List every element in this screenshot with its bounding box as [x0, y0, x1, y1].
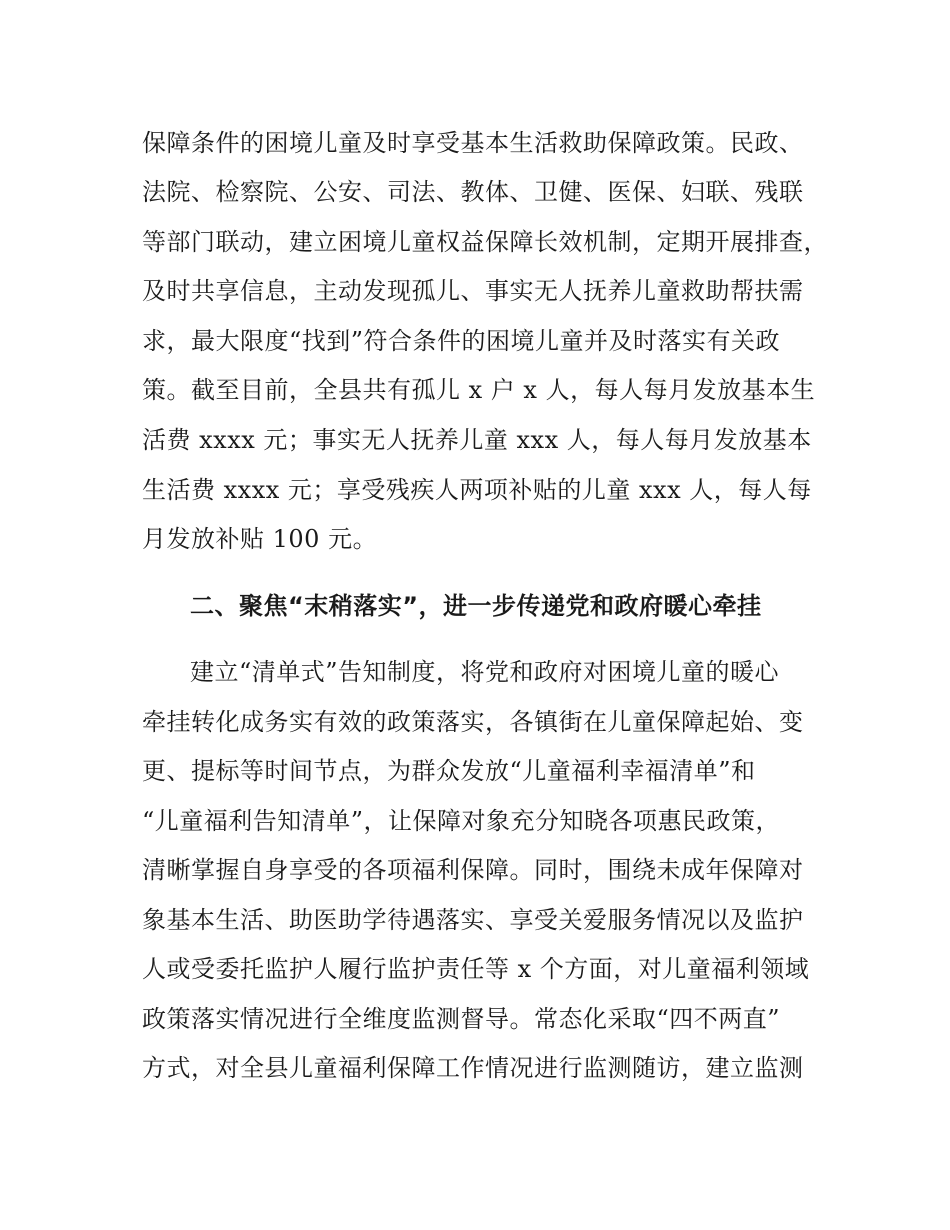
- paragraph-1-line-6: 策。截至目前，全县共有孤儿 x 户 x 人，每人每月发放基本生: [142, 376, 816, 404]
- paragraph-2-line-7: 人或受委托监护人履行监护责任等 x 个方面，对儿童福利领域: [142, 955, 810, 983]
- paragraph-1-line-9: 月发放补贴 100 元。: [142, 525, 378, 553]
- paragraph-2-line-8: 政策落实情况进行全维度监测督导。常态化采取“四不两直”: [142, 1005, 781, 1033]
- paragraph-1-line-1: 保障条件的困境儿童及时享受基本生活救助保障政策。民政、: [142, 129, 804, 157]
- paragraph-2-line-9: 方式，对全县儿童福利保障工作情况进行监测随访，建立监测: [142, 1054, 804, 1082]
- paragraph-2-line-1: 建立“清单式”告知制度，将党和政府对困境儿童的暖心: [190, 658, 780, 686]
- paragraph-1-line-2: 法院、检察院、公安、司法、教体、卫健、医保、妇联、残联: [142, 178, 804, 206]
- paragraph-1-line-4: 及时共享信息，主动发现孤儿、事实无人抚养儿童救助帮扶需: [142, 277, 804, 305]
- paragraph-2-line-4: “儿童福利告知清单”，让保障对象充分知晓各项惠民政策，: [142, 807, 781, 835]
- paragraph-1-line-5: 求，最大限度“找到”符合条件的困境儿童并及时落实有关政: [142, 327, 781, 355]
- paragraph-1-line-7: 活费 xxxx 元；事实无人抚养儿童 xxx 人，每人每月发放基本: [142, 426, 812, 454]
- paragraph-2-line-6: 象基本生活、助医助学待遇落实、享受关爱服务情况以及监护: [142, 906, 804, 934]
- paragraph-2-line-5: 清晰掌握自身享受的各项福利保障。同时，围绕未成年保障对: [142, 856, 804, 884]
- paragraph-2-line-3: 更、提标等时间节点，为群众发放“儿童福利幸福清单”和: [142, 757, 756, 785]
- paragraph-1-line-3: 等部门联动，建立困境儿童权益保障长效机制，定期开展排查，: [142, 228, 828, 256]
- section-heading-2: 二、聚焦“末稍落实”，进一步传递党和政府暖心牵挂: [190, 592, 762, 620]
- paragraph-2-line-2: 牵挂转化成务实有效的政策落实，各镇街在儿童保障起始、变: [142, 708, 804, 736]
- paragraph-1-line-8: 生活费 xxxx 元；享受残疾人两项补贴的儿童 xxx 人，每人每: [142, 476, 812, 504]
